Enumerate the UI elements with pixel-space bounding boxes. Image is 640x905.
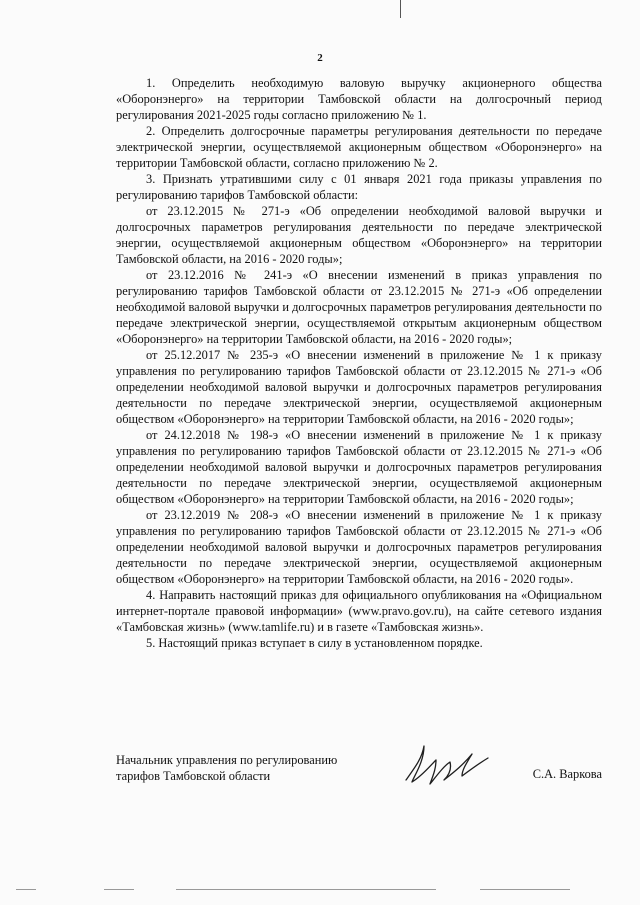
repealed-order-5: от 23.12.2019 № 208-э «О внесении изменений в приложение № 1 к приказу управления по регулированию тарифов Тамбовской области от 23.12.2015 № 271-э «Об определении необходимой валовой выручки и долгосрочных параметров регулирования деятельности по передаче электрической энергии, осуществляемой акционерным обществом «Оборонэнерго» на территории Тамбовской области, на 2016 - 2020 годы». — [116, 508, 602, 586]
repealed-order-4: от 24.12.2018 № 198-э «О внесении изменений в приложение № 1 к приказу управления по регулированию тарифов Тамбовской области от 23.12.2015 № 271-э «Об определении необходимой валовой выручки и долгосрочных параметров регулирования деятельности по передаче электрической энергии, осуществляемой акционерным обществом «Оборонэнерго» на территории Тамбовской области, на 2016 - 2020 годы»; — [116, 428, 602, 506]
paragraph-5: 5. Настоящий приказ вступает в силу в установленном порядке. — [146, 636, 483, 650]
signatory-name: С.А. Варкова — [532, 767, 602, 781]
scan-mark — [400, 0, 401, 18]
paragraph-2: 2. Определить долгосрочные параметры регулирования деятельности по передаче электрической энергии, осуществляемой акционерным обществом «Оборонэнерго» на территории Тамбовской области, согласно приложению № 2. — [116, 124, 602, 170]
scan-edge-line — [176, 889, 436, 890]
repealed-order-1: от 23.12.2015 № 271-э «Об определении необходимой валовой выручки и долгосрочных параметров регулирования деятельности по передаче электрической энергии, осуществляемой акционерным обществом «Оборонэнерго» на территории Тамбовской области, на 2016 - 2020 годы»; — [116, 204, 602, 266]
signatory-title-line-2: тарифов Тамбовской области — [116, 769, 271, 783]
page-number: 2 — [317, 52, 323, 64]
repealed-order-3: от 25.12.2017 № 235-э «О внесении изменений в приложение № 1 к приказу управления по регулированию тарифов Тамбовской области от 23.12.2015 № 271-э «Об определении необходимой валовой выручки и долгосрочных параметров регулирования деятельности по передаче электрической энергии, осуществляемой акционерным обществом «Оборонэнерго» на территории Тамбовской области, на 2016 - 2020 годы»; — [116, 348, 602, 426]
signatory-title-line-1: Начальник управления по регулированию — [116, 753, 338, 767]
handwritten-signature — [402, 740, 502, 790]
signature-block — [116, 752, 602, 802]
paragraph-4: 4. Направить настоящий приказ для официального опубликования на «Официальном интернет-портале правовой информации» (www.pravo.gov.ru), на сайте сетевого издания «Тамбовская жизнь» (www.tamlife.ru) и в газете «Тамбовская жизнь». — [116, 588, 602, 634]
document-body — [116, 75, 602, 651]
scan-edge-line — [480, 889, 570, 890]
scan-edge-line — [16, 889, 36, 890]
repealed-order-2: от 23.12.2016 № 241-э «О внесении изменений в приказ управления по регулированию тарифов Тамбовской области от 23.12.2015 № 271-э «Об определении необходимой валовой выручки и долгосрочных параметров регулирования деятельности по передаче электрической энергии, осуществляемой открытым акционерным обществом «Оборонэнерго» на территории Тамбовской области, на 2016 - 2020 годы»; — [116, 268, 602, 346]
paragraph-1: 1. Определить необходимую валовую выручку акционерного общества «Оборонэнерго» на территории Тамбовской области на долгосрочный период регулирования 2021-2025 годы согласно приложению № 1. — [116, 76, 602, 122]
paragraph-3: 3. Признать утратившими силу с 01 января 2021 года приказы управления по регулированию тарифов Тамбовской области: — [116, 172, 602, 202]
scan-edge-line — [104, 889, 134, 890]
signatory-title — [116, 752, 337, 784]
